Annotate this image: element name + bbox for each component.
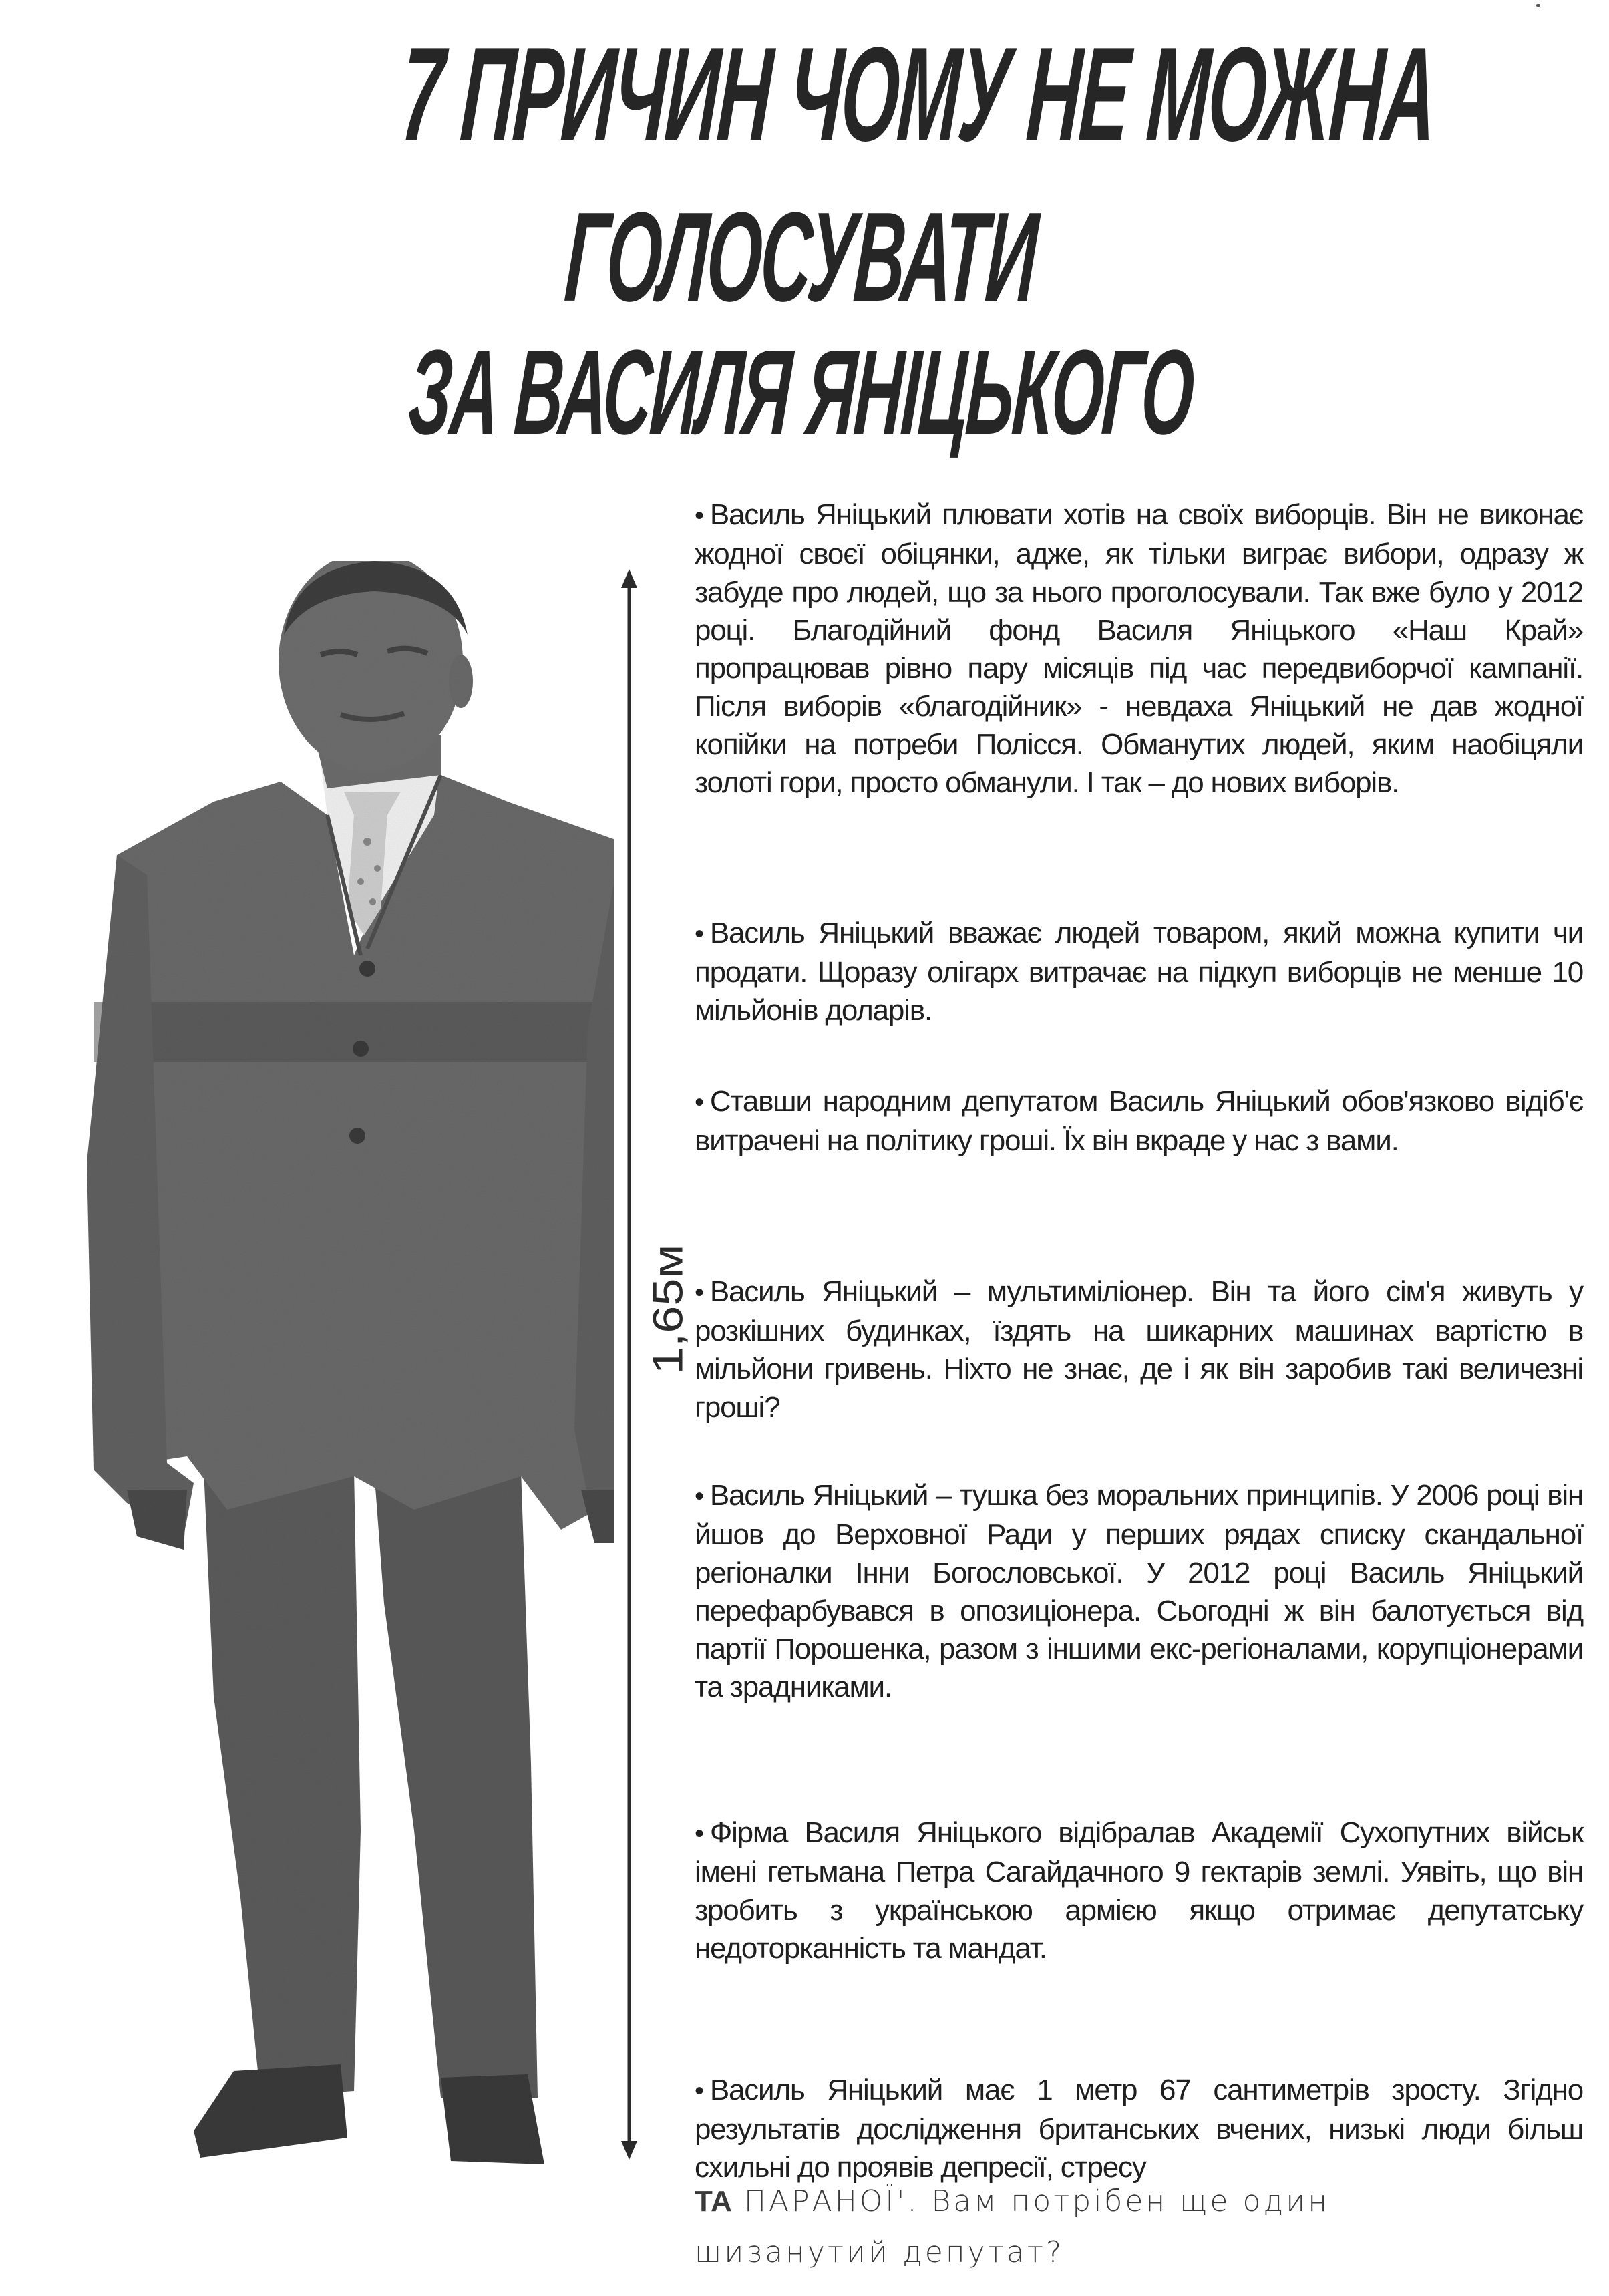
- bullet-icon: •: [695, 1278, 703, 1307]
- bullet-icon: •: [695, 919, 703, 949]
- height-label: 1,65м: [644, 1244, 692, 1375]
- handwritten-note: [695, 2176, 1583, 2278]
- reason-item: • Василь Яніцький – мультиміліонер. Він та його сім'я живуть у розкішних будинках, їздять на шикарних машинах вартістю в мільйони гривень. Ніхто не знає, де і як він заробив такі величезні гроші?: [695, 1275, 1583, 1424]
- headline-line-3: ЗА ВАСИЛЯ ЯНІЦЬКОГО: [405, 325, 1197, 460]
- reason-item: • Фірма Василя Яніцького відібралав Академії Сухопутних військ імені гетьмана Петра Сагайдачного 9 гектарів землі. Уявіть, що він зробить з українською армією якщо отримає депутатську недоторканність та мандат.: [695, 1816, 1583, 1965]
- scan-speck: [1536, 4, 1540, 7]
- arrow-up-icon: [621, 569, 637, 588]
- handwritten-line-1: ПАРАНОЇ'. Вам потрібен ще один: [743, 2184, 1330, 2219]
- candidate-photo: [40, 561, 614, 2231]
- reason-item: • Василь Яніцький має 1 метр 67 сантиметрів зросту. Згідно результатів дослідження британських вчених, низькі люди більш схильні до проявів депресії, стресу: [695, 2074, 1583, 2184]
- bullet-icon: •: [695, 1088, 703, 1117]
- headline-line-2: ГОЛОСУВАТИ: [561, 186, 1041, 328]
- printed-word: ТА: [695, 2185, 732, 2218]
- bullet-icon: •: [695, 2076, 703, 2106]
- reason-item: • Василь Яніцький вважає людей товаром, який можна купити чи продати. Щоразу олігарх витрачає на підкуп виборців не менше 10 мільйонів доларів.: [695, 917, 1583, 1027]
- bullet-icon: •: [695, 1819, 703, 1848]
- bullet-icon: •: [695, 1482, 703, 1511]
- headline-line-1: 7 ПРИЧИН ЧОМУ НЕ МОЖНА: [397, 20, 1440, 169]
- handwritten-line-2: шизанутий депутат?: [695, 2235, 1065, 2269]
- reason-item: • Василь Яніцький – тушка без моральних принципів. У 2006 році він йшов до Верховної Ради у перших рядах списку скандальної регіоналки Інни Богословської. У 2012 році Василь Яніцький перефарбувався в опозиціонера. Сьогодні ж він балотується від партії Порошенка, разом з іншими екс-регіоналами, корупціонерами та зрадниками.: [695, 1479, 1583, 1703]
- height-arrow: [618, 568, 641, 2161]
- bullet-icon: •: [695, 501, 703, 530]
- reason-item: • Ставши народним депутатом Василь Яніцький обов'язково відіб'є витрачені на політику гроші. Їх він вкраде у нас з вами.: [695, 1085, 1583, 1157]
- reason-item: • Василь Яніцький плювати хотів на своїх виборців. Він не виконає жодної своєї обіцянки, адже, як тільки виграє вибори, одразу ж забуде про людей, що за нього проголосували. Так вже було у 2012 році. Благодійний фонд Василя Яніцького «Наш Край» пропрацював рівно пару місяців під час передвиборчої кампанії. Після виборів «благодійник» - невдаха Яніцький не дав жодної копійки на потреби Полісся. Обманутих людей, яким наобіцяли золоті гори, просто обманули. І так – до нових виборів.: [695, 498, 1583, 799]
- arrow-down-icon: [621, 2141, 637, 2160]
